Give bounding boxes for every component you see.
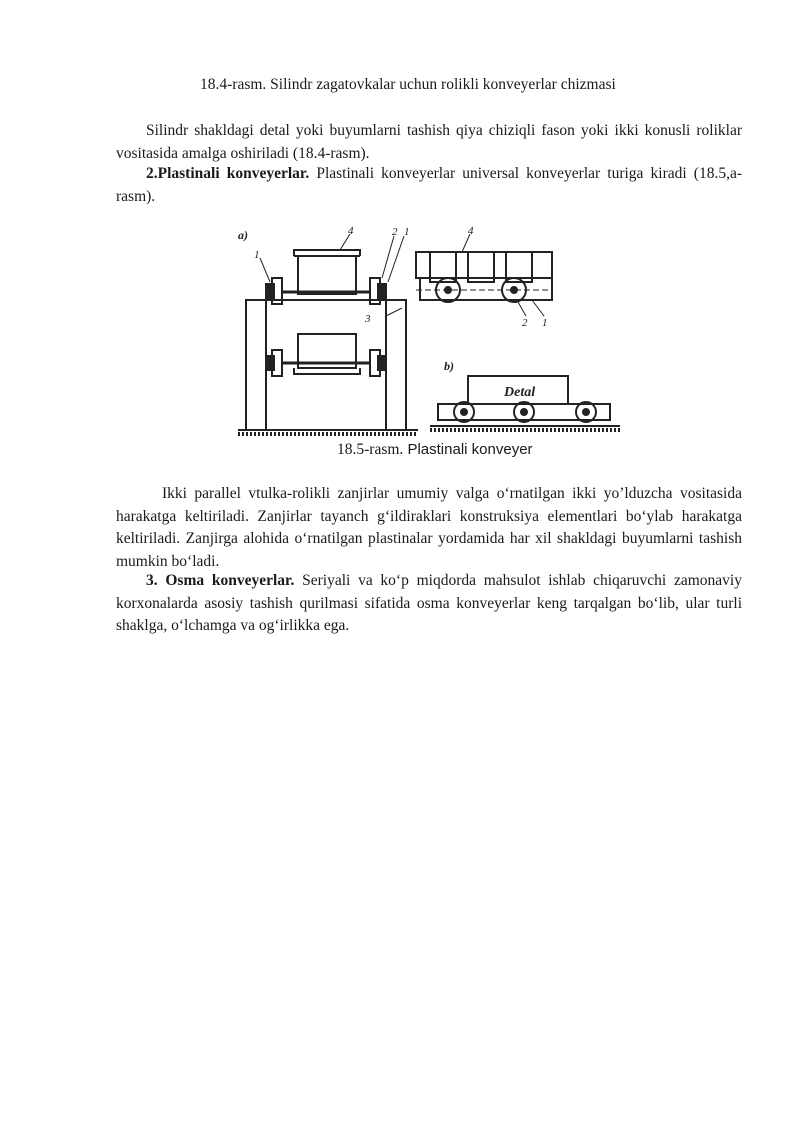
label-num-3: 3 (365, 313, 371, 325)
figure-18-5-number: 18.5-rasm. (337, 441, 404, 458)
paragraph-osma-text: Seriyali va ko‘p miqdorda mahsulot ishlab chiqaruvchi zamonaviy korxonalarda asosiy tashish qurilmasi sifatida osma konveyerlar keng tarqalgan bo‘lib, ular turli shaklga, o‘lchamga va og‘irlikka ega. (116, 572, 742, 634)
label-num-1-left-b: 1 (404, 226, 410, 238)
detal-label: Detal (504, 385, 536, 400)
label-num-1-left: 1 (254, 249, 260, 261)
label-b: b) (444, 359, 454, 373)
paragraph-plastinali-text: Plastinali konveyerlar universal konveyerlar turiga kiradi (18.5,a-rasm). (116, 165, 742, 205)
plate-conveyor-figure (232, 222, 622, 440)
figure-18-4-caption: 18.4-rasm. Silindr zagatovkalar uchun rolikli konveyerlar chizmasi (200, 76, 616, 93)
label-a: a) (238, 228, 248, 242)
label-num-4-right: 4 (468, 225, 474, 237)
paragraph-plastinali (116, 163, 742, 208)
paragraph-ikki-parallel (116, 483, 742, 573)
label-num-1-right: 1 (542, 317, 548, 329)
section-heading-plastinali: 2.Plastinali konveyerlar. (146, 165, 310, 182)
section-heading-osma: 3. Osma konveyerlar. (146, 572, 295, 589)
paragraph-silindr-text: Silindr shakldagi detal yoki buyumlarni tashish qiya chiziqli fason yoki ikki konusli roliklar vositasida amalga oshiriladi (18.4-rasm). (116, 122, 742, 162)
figure-18-5-caption (337, 441, 533, 459)
label-num-2-right: 2 (522, 317, 528, 329)
paragraph-ikki-parallel-text: Ikki parallel vtulka-rolikli zanjirlar umumiy valga o‘rnatilgan ikki yo’lduzcha vositasida harakatga keltiriladi. Zanjirlar tayanch g‘ildiraklari konstruksiya elementlari bo‘ylab harakatga keltiriladi. Zanjirga alohida o‘rnatilgan plastinalar yordamida har xil shakldagi buyumlarni tashish mumkin bo‘ladi. (116, 485, 742, 570)
label-num-4-left: 4 (348, 225, 354, 237)
label-num-2-left: 2 (392, 226, 398, 238)
paragraph-silindr (116, 120, 742, 165)
figure-18-5-title: Plastinali konveyer (403, 441, 533, 458)
plate-conveyor-drawing (232, 222, 622, 440)
paragraph-osma (116, 570, 742, 638)
